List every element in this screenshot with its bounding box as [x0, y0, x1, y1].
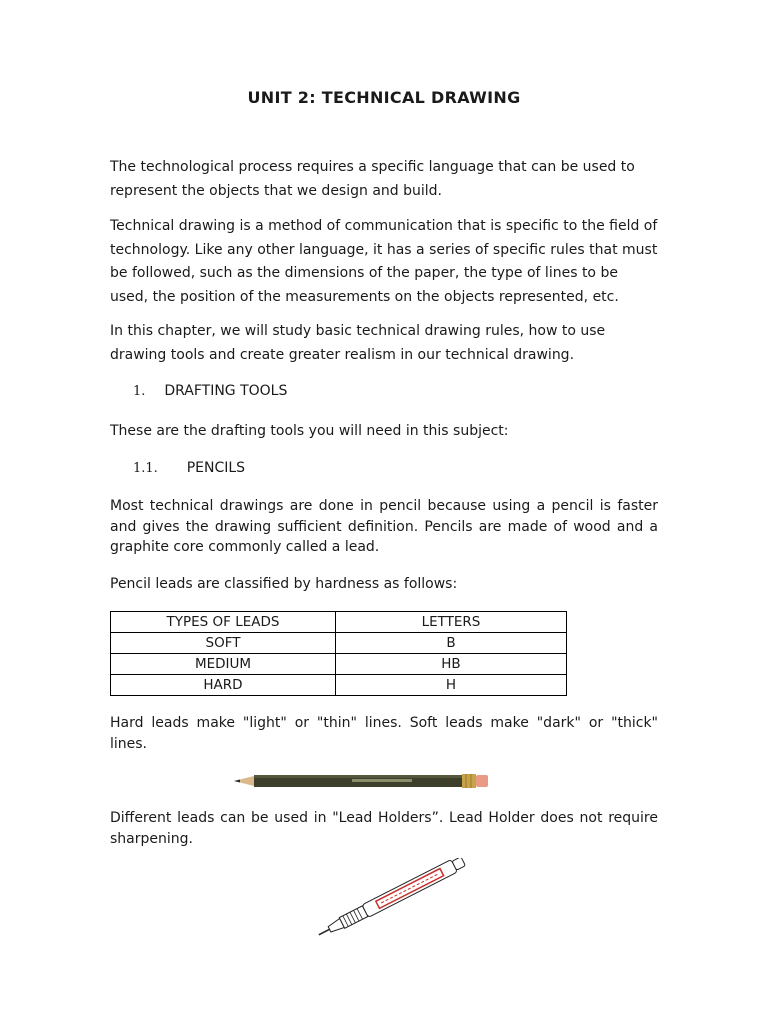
- section-heading-drafting-tools: [133, 381, 287, 402]
- table-header-cell: LETTERS: [336, 612, 567, 633]
- classification-intro: Pencil leads are classified by hardness as follows:: [110, 576, 458, 592]
- pencil-highlight: [254, 775, 462, 778]
- intro-paragraph-1: The technological process requires a specific language that can be used to represent the objects that we design and build.: [110, 159, 635, 199]
- pencil-imprint: [352, 779, 412, 782]
- lead-holder-illustration: [306, 858, 476, 938]
- subsection-title: PENCILS: [186, 460, 246, 476]
- table-row: [111, 633, 567, 654]
- page-title: UNIT 2: TECHNICAL DRAWING: [247, 88, 521, 107]
- table-cell: B: [336, 633, 567, 654]
- table-row: [111, 675, 567, 696]
- table-header-row: [111, 612, 567, 633]
- table-cell: MEDIUM: [111, 654, 336, 675]
- lead-hardness-table: [110, 611, 567, 696]
- subsection-number: 1.1.: [133, 461, 158, 476]
- pencil-lead: [234, 780, 240, 783]
- pencil-ferrule: [462, 774, 476, 788]
- table-header-cell: TYPES OF LEADS: [111, 612, 336, 633]
- pencils-paragraph: Most technical drawings are done in pencil because using a pencil is faster and gives the drawing sufficient definition. Pencils are made of wood and a graphite core commonly called a lead.: [110, 498, 658, 555]
- section-number: 1.: [133, 384, 146, 399]
- intro-paragraph-2: Technical drawing is a method of communication that is specific to the field of technology. Like any other language, it has a series of specific rules that must be followed, such as the dimensions of the paper, the type of lines to be used, the position of the measurements on the objects represented, etc.: [110, 218, 658, 305]
- table-row: [111, 654, 567, 675]
- holder-lead: [319, 929, 330, 934]
- table-cell: HB: [336, 654, 567, 675]
- section-intro: These are the drafting tools you will need in this subject:: [110, 423, 509, 439]
- section-title: DRAFTING TOOLS: [164, 383, 288, 399]
- table-cell: H: [336, 675, 567, 696]
- lead-holder-note: Different leads can be used in "Lead Holders”. Lead Holder does not require sharpening.: [110, 810, 658, 847]
- table-cell: HARD: [111, 675, 336, 696]
- pencil-illustration: [232, 770, 492, 794]
- intro-paragraph-3: In this chapter, we will study basic technical drawing rules, how to use drawing tools and create greater realism in our technical drawing.: [110, 323, 606, 363]
- subsection-heading-pencils: [133, 458, 245, 479]
- leads-note: Hard leads make "light" or "thin" lines. Soft leads make "dark" or "thick" lines.: [110, 715, 658, 752]
- table-cell: SOFT: [111, 633, 336, 654]
- pencil-eraser: [476, 775, 488, 787]
